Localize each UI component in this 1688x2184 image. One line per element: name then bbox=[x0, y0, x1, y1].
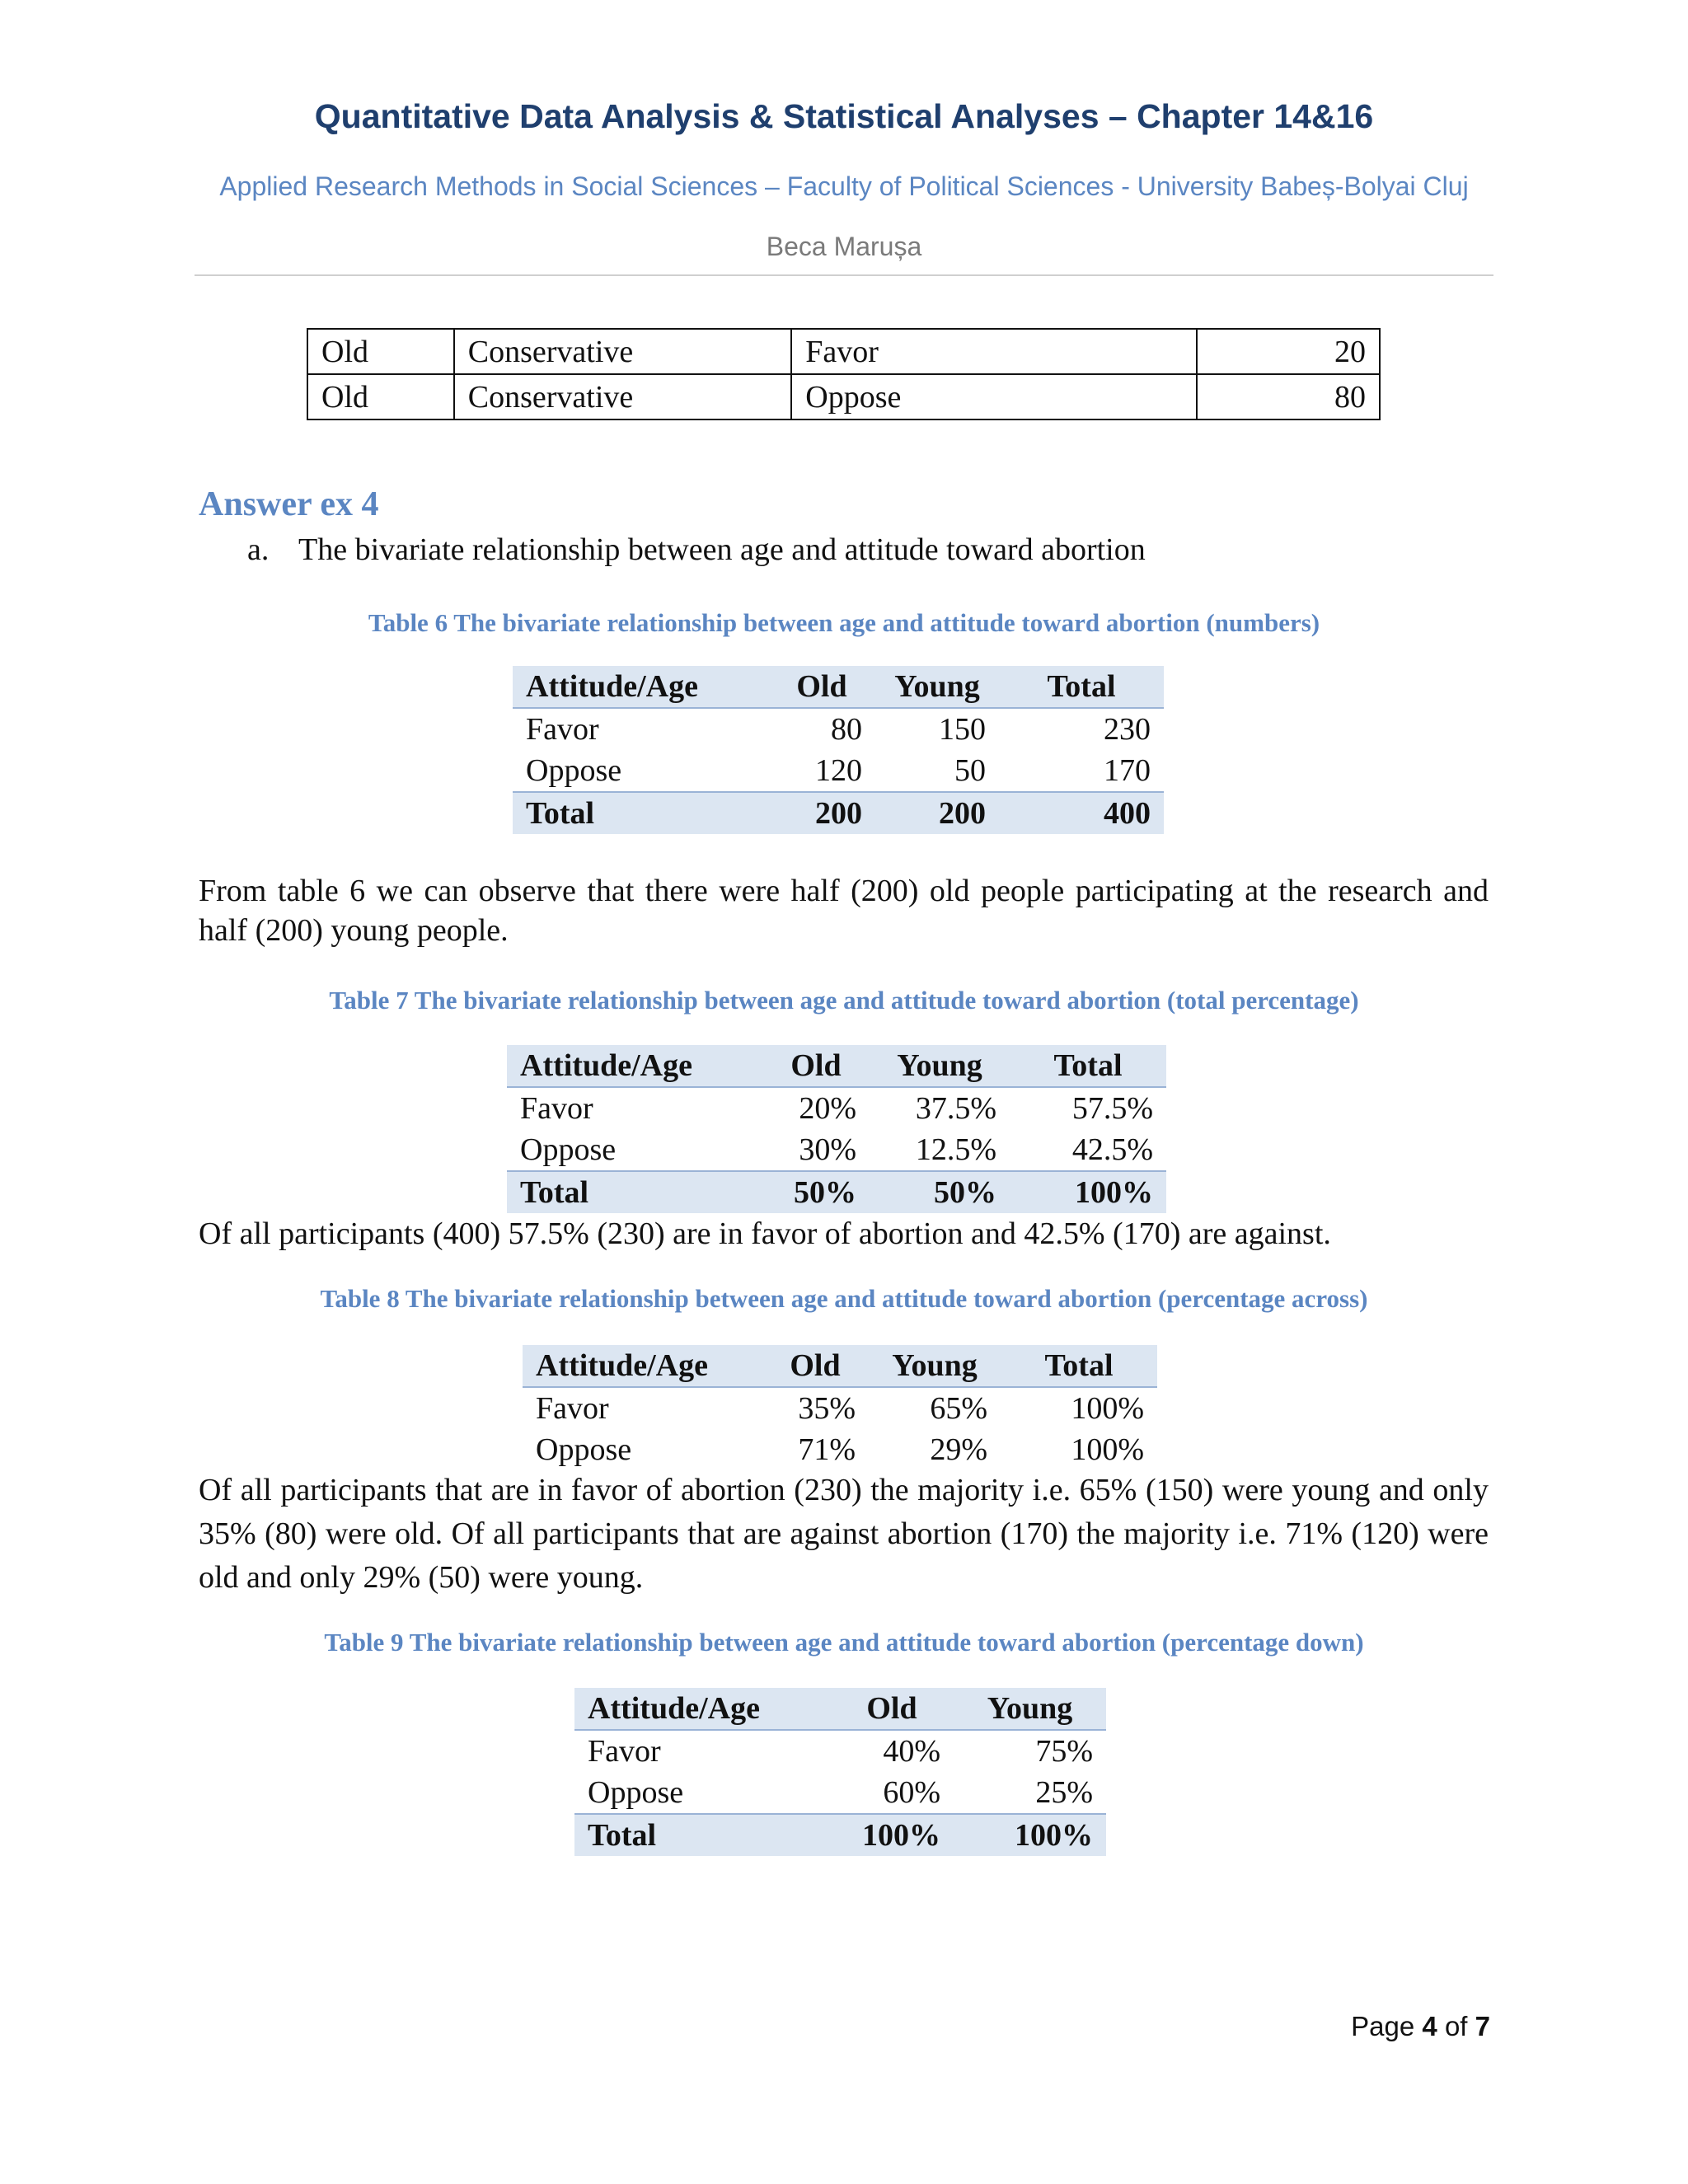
table-row bbox=[574, 1730, 1106, 1772]
table-cell: 400 bbox=[999, 792, 1164, 834]
row-label: Oppose bbox=[588, 1775, 684, 1810]
page-number bbox=[1351, 2011, 1490, 2042]
table-row bbox=[513, 750, 1164, 792]
table8-caption: Table 8 The bivariate relationship between age and attitude toward abortion (percentage across) bbox=[320, 1284, 1368, 1313]
column-header: Total bbox=[1001, 1345, 1157, 1387]
table-cell: 25% bbox=[1035, 1775, 1093, 1810]
table-cell: Favor bbox=[791, 329, 1197, 374]
row-label: Total bbox=[574, 1814, 830, 1856]
page-total: 7 bbox=[1475, 2011, 1490, 2041]
table-header-row bbox=[507, 1045, 1166, 1087]
table-cell: 75% bbox=[1035, 1734, 1093, 1769]
table-cell: 57.5% bbox=[1071, 1091, 1153, 1126]
row-label: Total bbox=[513, 792, 768, 834]
table-cell: 50% bbox=[870, 1171, 1010, 1213]
table-row bbox=[523, 1387, 1157, 1429]
table-total-row bbox=[513, 792, 1164, 834]
table-cell: 50 bbox=[954, 753, 986, 788]
table-cell: 120 bbox=[815, 753, 862, 788]
row-label: Favor bbox=[520, 1091, 593, 1126]
table-row bbox=[307, 374, 1380, 419]
column-header: Old bbox=[762, 1345, 869, 1387]
document-subtitle: Applied Research Methods in Social Sciences – Faculty of Political Sciences - University Babeș-Bolyai Cluj bbox=[219, 171, 1469, 201]
table-cell: 100% bbox=[1071, 1391, 1144, 1426]
column-header: Attitude/Age bbox=[523, 1345, 762, 1387]
table7 bbox=[507, 1045, 1166, 1213]
table-header-row bbox=[574, 1688, 1106, 1730]
table-row bbox=[507, 1087, 1166, 1129]
paragraph-1: From table 6 we can observe that there were half (200) old people participating at the research and half (200) young people. bbox=[199, 874, 1489, 948]
table-cell: 230 bbox=[1104, 712, 1151, 747]
paragraph-2: Of all participants (400) 57.5% (230) are in favor of abortion and 42.5% (170) are against. bbox=[199, 1216, 1331, 1251]
table-cell: 50% bbox=[762, 1171, 870, 1213]
table-cell: Old bbox=[307, 374, 454, 419]
table-cell: 20 bbox=[1197, 329, 1380, 374]
table-row bbox=[523, 1429, 1157, 1470]
row-label: Total bbox=[507, 1171, 762, 1213]
column-header: Young bbox=[954, 1688, 1106, 1730]
table-cell: 100% bbox=[1010, 1171, 1166, 1213]
table-cell: 35% bbox=[798, 1391, 856, 1426]
table-header-row bbox=[513, 666, 1164, 708]
table-cell: 71% bbox=[798, 1432, 856, 1467]
table7-caption: Table 7 The bivariate relationship between age and attitude toward abortion (total percentage) bbox=[329, 986, 1359, 1015]
table-cell: 40% bbox=[883, 1734, 940, 1769]
list-marker: a. bbox=[247, 532, 270, 567]
table-cell: 29% bbox=[930, 1432, 987, 1467]
table-cell: Oppose bbox=[791, 374, 1197, 419]
table9-caption: Table 9 The bivariate relationship between age and attitude toward abortion (percentage down) bbox=[324, 1628, 1364, 1657]
column-header: Young bbox=[869, 1345, 1001, 1387]
table-cell: 150 bbox=[939, 712, 986, 747]
answer-heading: Answer ex 4 bbox=[199, 485, 379, 523]
table-cell: Conservative bbox=[454, 374, 792, 419]
table-total-row bbox=[574, 1814, 1106, 1856]
table-cell: 30% bbox=[799, 1132, 856, 1167]
table-cell: 100% bbox=[830, 1814, 954, 1856]
table-row bbox=[307, 329, 1380, 374]
table-row bbox=[513, 708, 1164, 750]
row-label: Oppose bbox=[526, 753, 622, 788]
column-header: Attitude/Age bbox=[574, 1688, 830, 1730]
column-header: Total bbox=[1010, 1045, 1166, 1087]
table-cell: 170 bbox=[1104, 753, 1151, 788]
row-label: Favor bbox=[526, 712, 599, 747]
row-label: Favor bbox=[536, 1391, 609, 1426]
table-cell: 100% bbox=[1071, 1432, 1144, 1467]
table-cell: 12.5% bbox=[915, 1132, 996, 1167]
table-cell: 80 bbox=[1197, 374, 1380, 419]
column-header: Old bbox=[768, 666, 875, 708]
document-author: Beca Marușa bbox=[766, 232, 922, 261]
table-cell: 60% bbox=[883, 1775, 940, 1810]
column-header: Attitude/Age bbox=[507, 1045, 762, 1087]
table8 bbox=[523, 1345, 1157, 1470]
table-header-row bbox=[523, 1345, 1157, 1387]
table-cell: 65% bbox=[930, 1391, 987, 1426]
continuation-table bbox=[307, 328, 1381, 420]
column-header: Total bbox=[999, 666, 1164, 708]
table9 bbox=[574, 1688, 1106, 1856]
column-header: Young bbox=[870, 1045, 1010, 1087]
page-number-prefix: Page bbox=[1351, 2011, 1423, 2041]
page-number-middle: of bbox=[1437, 2011, 1475, 2041]
row-label: Oppose bbox=[536, 1432, 632, 1467]
table-cell: 42.5% bbox=[1071, 1132, 1153, 1167]
paragraph-3: Of all participants that are in favor of abortion (230) the majority i.e. 65% (150) were young and only 35% (80) were old. Of all participants that are against abortion (170) the majority i.e. 71% (120) were old and only 29% (50) were young. bbox=[199, 1473, 1489, 1595]
table-cell: Old bbox=[307, 329, 454, 374]
row-label: Favor bbox=[588, 1734, 661, 1769]
table-cell: 100% bbox=[954, 1814, 1106, 1856]
table-cell: 20% bbox=[799, 1091, 856, 1126]
row-label: Oppose bbox=[520, 1132, 617, 1167]
column-header: Young bbox=[875, 666, 999, 708]
header-divider bbox=[195, 274, 1493, 276]
page-current: 4 bbox=[1422, 2011, 1437, 2041]
table-cell: 200 bbox=[875, 792, 999, 834]
table-total-row bbox=[507, 1171, 1166, 1213]
document-title: Quantitative Data Analysis & Statistical Analyses – Chapter 14&16 bbox=[314, 97, 1374, 135]
table6-caption: Table 6 The bivariate relationship between age and attitude toward abortion (numbers) bbox=[368, 608, 1320, 637]
table-cell: Conservative bbox=[454, 329, 792, 374]
table-cell: 37.5% bbox=[915, 1091, 996, 1126]
list-item-a bbox=[247, 532, 1146, 568]
table-row bbox=[507, 1129, 1166, 1171]
table-cell: 200 bbox=[768, 792, 875, 834]
column-header: Old bbox=[830, 1688, 954, 1730]
list-item-text: The bivariate relationship between age and attitude toward abortion bbox=[298, 532, 1146, 567]
table-row bbox=[574, 1772, 1106, 1814]
column-header: Attitude/Age bbox=[513, 666, 768, 708]
table-cell: 80 bbox=[831, 712, 862, 747]
table6 bbox=[513, 666, 1164, 834]
column-header: Old bbox=[762, 1045, 870, 1087]
